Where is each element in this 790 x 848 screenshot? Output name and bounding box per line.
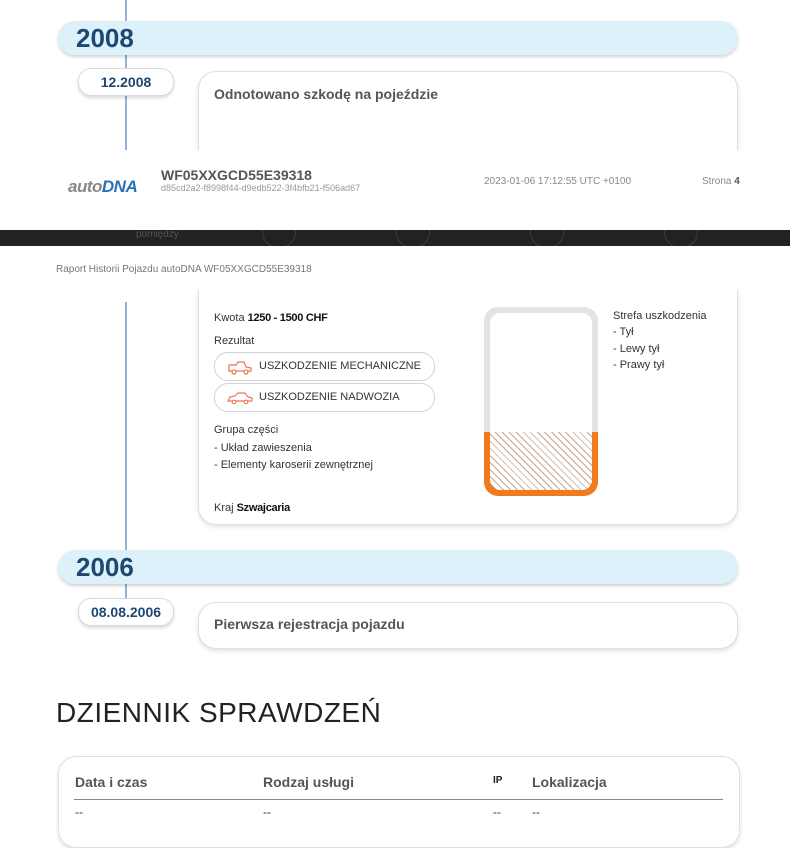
page-separator — [0, 230, 790, 246]
year-bar-2008 — [58, 21, 738, 55]
footer-timestamp: 2023-01-06 17:12:55 UTC +0100 — [484, 176, 632, 187]
table-header-divider — [74, 799, 723, 800]
ghost-circle — [262, 230, 296, 246]
column-header-datetime: Data i czas — [75, 774, 148, 790]
table-cell: -- — [263, 805, 271, 819]
parts-label: Grupa części — [214, 424, 279, 436]
badge-mechanical-damage — [214, 352, 435, 381]
timeline-line — [125, 302, 127, 552]
table-cell: -- — [532, 805, 540, 819]
column-header-service: Rodzaj usługi — [263, 774, 354, 790]
country: Kraj Szwajcaria — [214, 502, 290, 514]
year-label: 2008 — [76, 23, 134, 53]
footer-page-number: Strona 4 — [702, 176, 740, 187]
ghost-circle — [530, 230, 564, 246]
amount: Kwota 1250 - 1500 CHF — [214, 312, 328, 324]
parts-item: - Elementy karoserii zewnętrznej — [214, 459, 373, 471]
damage-zone-diagram — [484, 307, 598, 496]
date-pill: 12.2008 — [78, 68, 174, 96]
column-header-ip: IP — [493, 775, 503, 786]
zone-label: Strefa uszkodzenia — [613, 310, 707, 322]
autodna-logo: autoDNA — [68, 177, 138, 196]
badge-label: USZKODZENIE NADWOZIA — [259, 391, 400, 403]
zone-item: - Tył — [613, 326, 634, 338]
zone-item: - Lewy tył — [613, 343, 660, 355]
footer-vin: WF05XXGCD55E39318 — [161, 167, 312, 183]
year-bar-2006 — [58, 550, 738, 584]
footer-hash: d85cd2a2-f8998f44-d9edb522-3f4bfb21-f506ad67 — [161, 183, 361, 193]
table-cell: -- — [75, 805, 83, 819]
damaged-zone-rear — [484, 432, 598, 496]
zone-item: - Prawy tył — [613, 359, 665, 371]
ghost-circle — [664, 230, 698, 246]
event-title: Odnotowano szkodę na pojeździe — [214, 86, 439, 102]
checks-table — [58, 756, 740, 848]
car-body-icon — [227, 390, 253, 411]
table-cell: -- — [493, 805, 501, 819]
badge-body-damage — [214, 383, 435, 412]
parts-item: - Układ zawieszenia — [214, 442, 312, 454]
ghost-circle — [396, 230, 430, 246]
diagram-inner — [490, 313, 592, 432]
column-header-location: Lokalizacja — [532, 774, 607, 790]
result-label: Rezultat — [214, 335, 255, 347]
ghost-text: pomiędzy — [136, 230, 179, 240]
year-label: 2006 — [76, 552, 134, 582]
section-title: DZIENNIK SPRAWDZEŃ — [56, 697, 382, 728]
date-pill: 08.08.2006 — [78, 598, 174, 626]
running-head: Raport Historii Pojazdu autoDNA WF05XXGCD55E39318 — [56, 264, 312, 275]
event-title: Pierwsza rejestracja pojazdu — [214, 616, 405, 632]
badge-label: USZKODZENIE MECHANICZNE — [259, 360, 421, 372]
zone-hatching — [490, 432, 592, 490]
event-card-first-registration — [198, 602, 738, 649]
tow-truck-icon — [227, 359, 253, 380]
